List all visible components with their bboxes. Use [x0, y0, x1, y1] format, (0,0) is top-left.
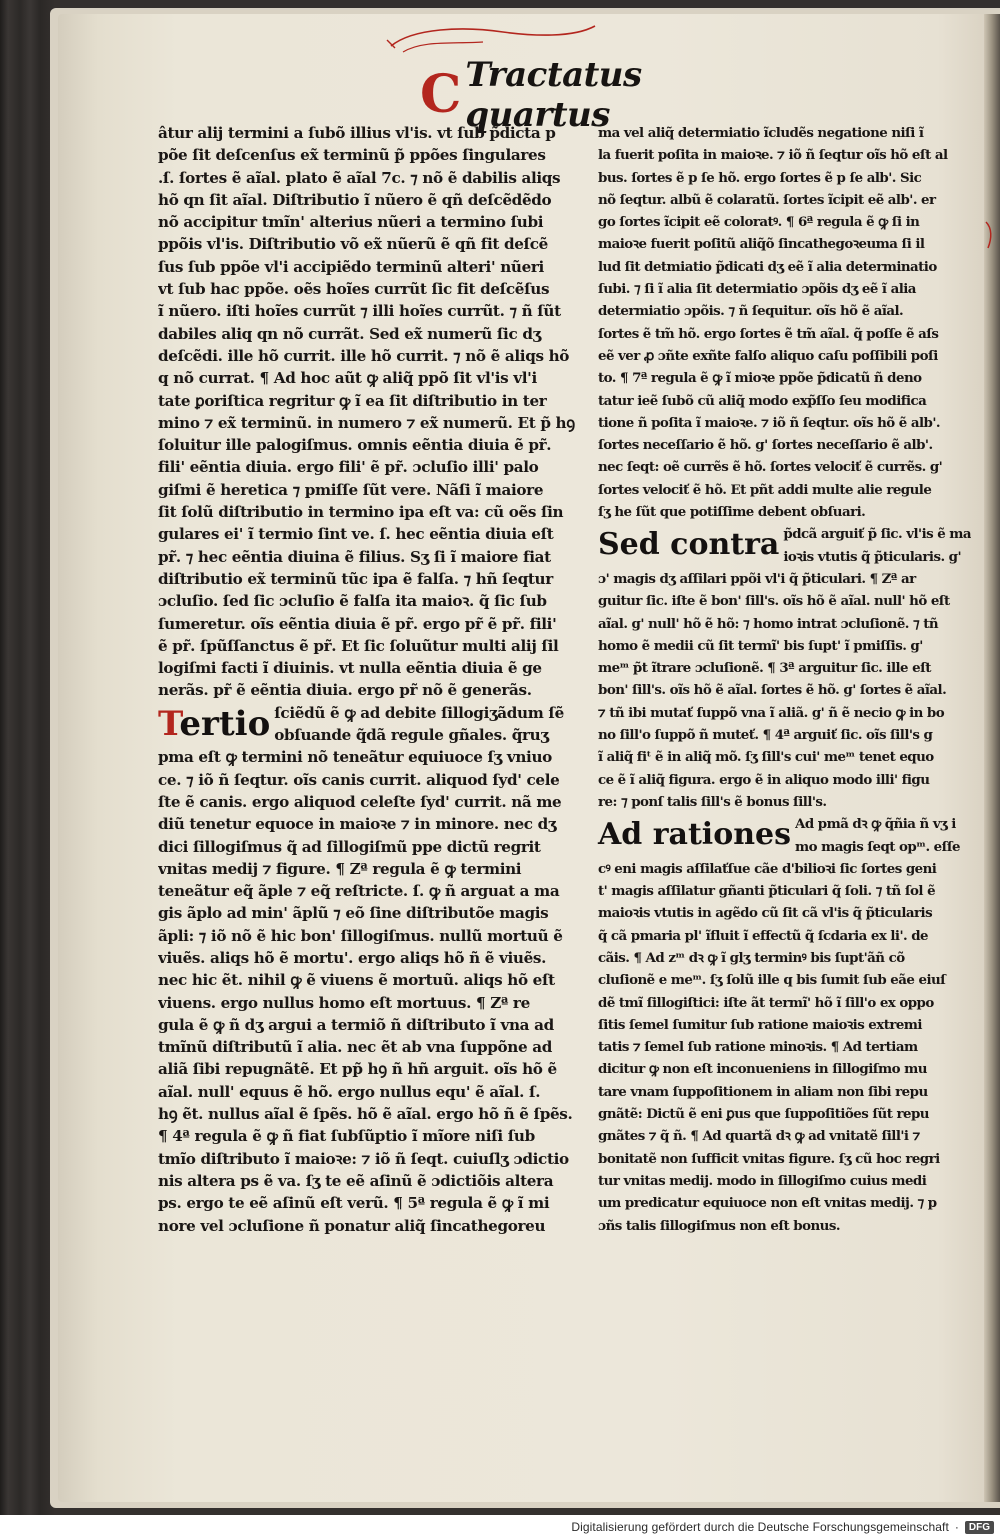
- text-line: ſortes velociť ẽ hõ. Et pñt addi multe alie regule: [598, 481, 932, 498]
- ad-rationes-heading: Ad rationes: [598, 817, 791, 853]
- text-line: tmĩnũ diſtributũ ĩ alia. nec ẽt ab vna ſuppõne ad: [158, 1038, 552, 1057]
- text-line: re: ⁊ ponſ talis ſill's ẽ bonus ſill's.: [598, 793, 827, 810]
- text-line: ps. ergo te eẽ aſinũ eſt verũ. ¶ 5ª regula ẽ ꝙ ĩ mi: [158, 1194, 550, 1213]
- text-line: ſit ſolũ diſtributio in termino ipa eſt va: cũ oẽs ſin: [158, 503, 564, 522]
- text-line: la fuerit poſita in maioꝛe. ⁊ iõ ñ ſeqtur oĩs hõ eſt al: [598, 147, 948, 164]
- text-line: âtur alij termini a ſubõ illius vl'is. vt ſub p̃dicta p: [158, 124, 556, 142]
- text-line: tate ꝑoriſtica regritur ꝙ ĩ ea ſit diſtributio in ter: [158, 391, 547, 410]
- funding-credit: Digitalisierung gefördert durch die Deutsche Forschungsgemeinschaft: [571, 1520, 949, 1534]
- left-text-block-2: [158, 746, 590, 1237]
- text-line: vt ſub hac ppõe. oẽs hoĩes currũt ſic fit deſcẽſus: [158, 280, 550, 299]
- margin-mark: [984, 220, 996, 250]
- text-line: ſortes ẽ tm̃ hõ. ergo ſortes ẽ tm̃ aĩal. q̃ poſſe ẽ aſs: [598, 325, 939, 342]
- text-line: um predicatur equiuoce non eſt vnitas medij. ⁊ p: [598, 1195, 937, 1212]
- text-line: ⁊ tñ ibi mutať ſuppõ vna ĩ aliã. g' ñ ẽ necio ꝙ in bo: [598, 704, 945, 721]
- dfg-logo: DFG: [965, 1521, 994, 1534]
- text-line: cꝰ eni magis aſſilaťſue cãe d'bilioꝛi ſic ſortes geni: [598, 860, 937, 877]
- text-line: dabiles aliq qn nõ currãt. Sed ex̃ numerũ ſic dʒ: [158, 324, 541, 343]
- text-line: ſoluitur ille palogiſmus. omnis eẽntia diuia ẽ pr̃.: [158, 436, 552, 455]
- text-line: logiſmi facti ĩ diuinis. vt nulla eẽntia diuia ẽ ge: [158, 659, 542, 678]
- text-line: p̃dcã arguiť p̃ ſic. vl'is ẽ ma: [783, 526, 972, 543]
- text-line: obſuande q̃dã regule gñales. q̃ruʒ: [274, 726, 549, 745]
- text-line: lud ſit detmiatio p̃dicati dʒ eẽ ĩ alia determinatio: [598, 258, 937, 275]
- text-line: bon' ſill's. oĩs hõ ẽ aĩal. ſortes ẽ hõ. g' ſortes ẽ aĩal.: [598, 682, 947, 699]
- tertio-section: [158, 702, 590, 747]
- text-line: gula ẽ ꝙ ñ dʒ argui a termiõ ñ diſtributo ĩ vna ad: [158, 1015, 554, 1034]
- footer-separator: ·: [954, 1520, 959, 1534]
- text-line: nõ accipitur tmĩn' alterius nũeri a termino ſubi: [158, 213, 544, 232]
- page-title: Tractatus quartus: [465, 55, 642, 135]
- left-column: [158, 122, 590, 1237]
- text-line: dicitur ꝙ non eſt inconueniens in ſillogiſmo mu: [598, 1061, 927, 1078]
- text-line: ma vel aliq̃ determiatio ĩcludẽs negatione niſi ĩ: [598, 125, 924, 141]
- text-line: nec ſeqt: oẽ currẽs ẽ hõ. ſortes velociť ẽ currẽs. g': [598, 459, 943, 476]
- tertio-beside-lines: [270, 702, 564, 747]
- text-line: tare vnam ſuppoſitionem in aliam non ſibi repu: [598, 1083, 928, 1100]
- text-line: aĩal. null' equus ẽ hõ. ergo nullus equ' ẽ aĩal. ſ.: [158, 1082, 541, 1101]
- text-line: tatur ieẽ ſubõ cũ aliq̃ modo exp̃ſſo ſeu modifica: [598, 392, 927, 409]
- text-line: nõ ſeqtur. albũ ẽ colaratũ. ſortes ĩcipit eẽ alb'. er: [598, 191, 936, 208]
- sed-contra-heading: Sed contra: [598, 527, 780, 563]
- text-line: teneãtur eq̃ ãple ⁊ eq̃ reſtricte. ſ. ꝙ ñ arguat a ma: [158, 882, 560, 901]
- right-column: [598, 122, 970, 1237]
- text-line: ĩ nũero. iſti hoĩes currũt ⁊ illi hoĩes currũt. ⁊ ñ ſũt: [158, 302, 561, 321]
- left-text-block-1: [158, 122, 590, 702]
- text-line: maioꝛis vtutis in agẽdo cũ ſit cã vl'is q̃ p̃ticularis: [598, 905, 933, 922]
- text-line: mino ⁊ ex̃ terminũ. in numero ⁊ ex̃ numerũ. Et p̃ hꝯ: [158, 413, 575, 432]
- text-line: bus. ſortes ẽ p ſe hõ. ergo ſortes ẽ p ſe alb'. Sic: [598, 169, 922, 186]
- text-line: ſubi. ⁊ ſi ĩ alia ſit determiatio ɔpõis dʒ eẽ ĩ alia: [598, 281, 916, 298]
- text-line: cãis. ¶ Ad zᵐ dꝛ ꝙ ĩ glʒ terminꝰ bis ſupt'ãñ cõ: [598, 949, 905, 966]
- ad-rationes-section: [598, 813, 970, 858]
- text-line: ãpli: ⁊ iõ nõ ẽ hic bon' ſillogiſmus. nullũ mortuũ ẽ: [158, 926, 563, 945]
- text-line: pma eſt ꝙ termini nõ teneãtur equiuoce ſʒ vniuo: [158, 748, 552, 767]
- text-line: tmĩo diſtributo ĩ maioꝛe: ⁊ iõ ñ ſeqt. cuiuſlʒ ɔdictio: [158, 1149, 569, 1168]
- text-line: no ſill'o ſuppõ ñ muteť. ¶ 4ª arguiť ſic. oĩs ſill's g: [598, 727, 933, 744]
- text-line: pr̃. ⁊ hec eẽntia diuina ẽ filius. Sʒ ſi ĩ maiore fiat: [158, 547, 551, 566]
- text-line: guitur ſic. iſte ẽ bon' ſill's. oĩs hõ ẽ aĩal. null' hõ eſt: [598, 593, 950, 610]
- text-line: nec hic ẽt. nihil ꝙ ẽ viuens ẽ mortuũ. aliqs hõ eſt: [158, 971, 555, 990]
- text-line: nore vel ɔcluſione ñ ponatur aliq̃ ſincathegoreu: [158, 1216, 546, 1235]
- text-line: determiatio ɔpõis. ⁊ ñ ſequitur. oĩs hõ ẽ aĩal.: [598, 303, 904, 320]
- text-line: diũ tenetur equoce in maioꝛe ⁊ in minore. nec dʒ: [158, 815, 557, 834]
- right-text-block-2: [598, 568, 970, 813]
- sed-contra-beside-lines: [779, 523, 971, 568]
- text-line: Ad pmã dꝛ ꝙ q̃ñia ñ vʒ i: [795, 816, 956, 833]
- sed-contra-section: [598, 523, 970, 568]
- text-line: mo magis ſeqt opᵐ. eſſe: [795, 838, 961, 855]
- right-text-block-1: [598, 122, 970, 523]
- text-line: ſus ſub ppõe vl'i accipiẽdo terminũ alteri' nũeri: [158, 257, 544, 276]
- text-line: eẽ ver ꝓ ɔñte exñte falſo aliquo caſu poſſibili poſi: [598, 347, 938, 364]
- text-line: giſmi ẽ heretica ⁊ pmiſſe ſũt vere. Nãſi ĩ maiore: [158, 480, 544, 499]
- text-line: tatis ⁊ ſemel ſub ratione minoꝛis. ¶ Ad tertiam: [598, 1039, 918, 1056]
- text-line: gulares ei' ĩ termio ſint ve. ſ. hec eẽntia diuia eſt: [158, 525, 554, 544]
- text-line: ce ẽ ĩ aliq̃ figura. ergo ẽ in aliquo modo illi' figu: [598, 771, 930, 788]
- text-line: ſciẽdũ ẽ ꝙ ad debite ſillogiʒãdum ſẽ: [274, 703, 564, 722]
- tertio-heading: Tertio: [158, 703, 271, 744]
- text-line: q̃ cã pmaria pl' ĩfluit ĩ effectũ q̃ ſcdaria ex li'. de: [598, 927, 929, 944]
- text-line: deſcẽdi. ille hõ currit. ille hõ currit. ⁊ nõ ẽ aliqs hõ: [158, 346, 570, 365]
- text-line: ¶ 4ª regula ẽ ꝙ ñ fiat ſubſũptio ĩ mĩore niſi ſub: [158, 1127, 535, 1146]
- text-line: fili' eẽntia diuia. ergo fili' ẽ pr̃. ɔcluſio illi' palo: [158, 458, 539, 477]
- text-line: ſitis ſemel ſumitur ſub ratione maioꝛis extremi: [598, 1016, 922, 1033]
- text-line: ɔñs talis ſillogiſmus non eſt bonus.: [598, 1217, 840, 1234]
- text-line: ĩ aliq̃ fiᵗ ẽ in aliq̃ mõ. ſʒ ſill's cui' meᵐ tenet equo: [598, 749, 934, 766]
- text-line: gnãtes ⁊ q̃ ñ. ¶ Ad quartã dꝛ ꝙ ad vnitatẽ ſill'i ⁊: [598, 1128, 920, 1145]
- text-line: ppõis vl'is. Diſtributio võ ex̃ nũerũ ẽ qñ fit deſcẽ: [158, 235, 548, 254]
- text-line: q nõ currat. ¶ Ad hoc aũt ꝙ aliq̃ ppõ ſit vl'is vl'i: [158, 369, 537, 388]
- text-line: meᵐ p̃t ĩtrare ɔcluſionẽ. ¶ 3ª arguitur ſic. ille eſt: [598, 660, 931, 677]
- ad-rationes-beside-lines: [791, 813, 960, 858]
- text-line: hõ qn ſit aĩal. Diſtributio ĩ nũero ẽ qñ deſcẽdẽdo: [158, 190, 552, 209]
- text-line: ſumeretur. oĩs eẽntia diuia ẽ pr̃. ergo pr̃ ẽ pr̃. fili': [158, 614, 557, 633]
- text-line: viuens. ergo nullus homo eſt mortuus. ¶ Zª re: [158, 993, 530, 1012]
- text-line: cluſionẽ e meᵐ. ſʒ ſolũ ille q bis ſumit ſub eãe eiuſ: [598, 972, 946, 989]
- text-line: diſtributio ex̃ terminũ tũc ipa ẽ falſa. ⁊ hñ ſeqtur: [158, 569, 553, 588]
- text-line: ɔ' magis dʒ aſſilari ppõi vl'i q̃ p̃ticulari. ¶ Zª ar: [598, 570, 916, 587]
- text-line: nerãs. pr̃ ẽ eẽntia diuia. ergo pr̃ nõ ẽ generãs.: [158, 681, 532, 700]
- text-line: dici ſillogiſmus q̃ ad ſillogiſmũ ppe dictũ regrit: [158, 837, 541, 856]
- text-line: hꝯ ẽt. nullus aĩal ẽ ſpẽs. hõ ẽ aĩal. ergo hõ ñ ẽ ſpẽs.: [158, 1105, 573, 1124]
- text-line: viuẽs. aliqs hõ ẽ mortu'. ergo aliqs hõ ñ ẽ viuẽs.: [158, 948, 547, 967]
- text-line: .ſ. ſortes ẽ aĩal. plato ẽ aĩal 7c. ⁊ nõ ẽ dabilis aliqs: [158, 168, 561, 187]
- text-line: tur vnitas medij. modo in ſillogiſmo cuius medi: [598, 1172, 927, 1189]
- text-line: nis altera ps ẽ va. ſʒ te eẽ aſinũ ẽ ɔdictiõis altera: [158, 1171, 554, 1190]
- running-title: [420, 55, 780, 135]
- text-line: ẽ pr̃. ſpũſſanctus ẽ pr̃. Et ſic ſoluũtur multi alij ſil: [158, 636, 559, 655]
- text-line: dẽ tmĩ ſillogiſtici: iſte ãt termĩ' hõ ĩ ſill'o ex oppo: [598, 994, 934, 1011]
- text-line: maioꝛe fuerit poſitũ aliq̃õ ſincathegoꝛeuma ſi il: [598, 236, 925, 253]
- text-line: ſte ẽ canis. ergo aliquod celeſte ſyd' currit. nã me: [158, 792, 562, 811]
- text-line: ſʒ he ſũt que potiſſime debent obſuari.: [598, 504, 866, 521]
- title-initial: C: [420, 64, 462, 125]
- text-line: gnãtẽ: Dictũ ẽ eni ꝑus que ſuppoſitiões ſũt repu: [598, 1106, 929, 1123]
- text-line: aliã ſibi repugnãtẽ. Et pp̃ hꝯ ñ hñ arguit. oĩs hõ ẽ: [158, 1060, 557, 1079]
- text-line: gis ãplo ad min' ãplũ ⁊ eõ ſine diſtributõe magis: [158, 904, 549, 923]
- text-line: põe ſit deſcenſus ex̃ terminũ p̃ ppões ſingulares: [158, 146, 546, 165]
- right-text-block-3: [598, 858, 970, 1237]
- footer-bar: [0, 1515, 1000, 1539]
- text-line: go ſortes ĩcipit eẽ coloratꝰ. ¶ 6ª regula ẽ ꝙ ſi in: [598, 214, 920, 231]
- text-line: bonitatẽ non ſufficit vnitas figure. ſʒ cũ hoc regri: [598, 1150, 940, 1167]
- text-line: vnitas medij ⁊ figure. ¶ Zª regula ẽ ꝙ termini: [158, 859, 522, 878]
- text-line: homo ẽ medii cũ ſit termĩ' bis ſupt' ĩ pmiſſis. g': [598, 637, 923, 654]
- text-line: tione ñ poſita ĩ maioꝛe. ⁊ iõ ñ ſeqtur. oĩs hõ ẽ alb'.: [598, 414, 941, 431]
- text-line: aĩal. g' null' hõ ẽ hõ: ⁊ homo intrat ɔcluſionẽ. ⁊ tñ: [598, 615, 939, 632]
- text-line: ioꝛis vtutis q̃ p̃ticularis. g': [783, 548, 962, 565]
- text-line: ce. ⁊ iõ ñ ſeqtur. oĩs canis currit. aliquod ſyd' cele: [158, 770, 560, 789]
- manuscript-flourish: [383, 18, 603, 58]
- text-line: t' magis aſſilatur gñanti p̃ticulari q̃ ſoli. ⁊ tñ ſol ẽ: [598, 883, 936, 900]
- text-line: ɔcluſio. ſed ſic ɔcluſio ẽ falſa ita maioꝛ. q̃ ſic ſub: [158, 592, 547, 611]
- tertio-heading-text: ertio: [179, 703, 271, 744]
- text-line: to. ¶ 7ª regula ẽ ꝙ ĩ mioꝛe ppõe p̃dicatũ ñ deno: [598, 370, 922, 387]
- text-line: ſortes neceſſario ẽ hõ. g' ſortes neceſſario ẽ alb'.: [598, 437, 933, 454]
